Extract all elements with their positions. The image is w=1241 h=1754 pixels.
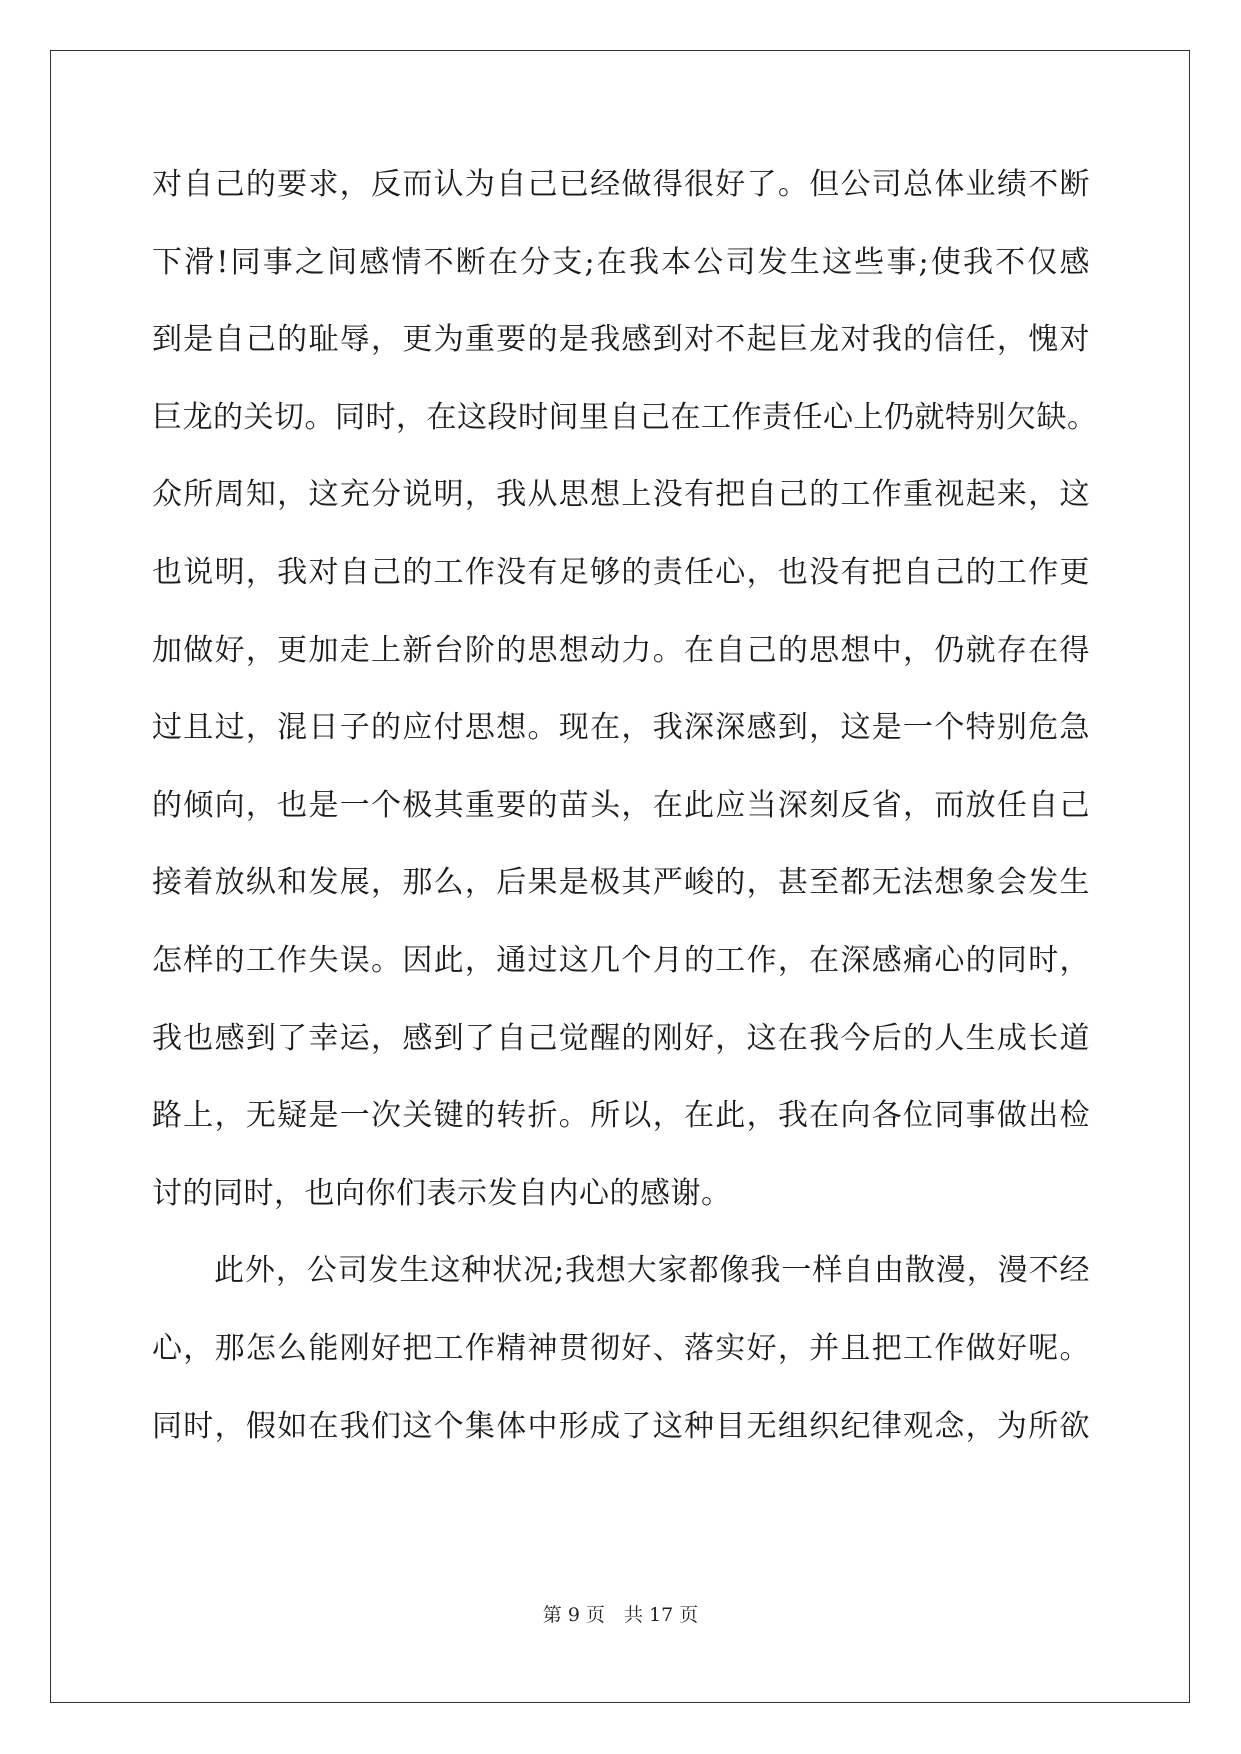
text-line: 怎样的工作失误。因此，通过这几个月的工作，在深感痛心的同时， [152, 942, 1090, 978]
text-line: 的倾向，也是一个极其重要的苗头，在此应当深刻反省，而放任自己 [152, 787, 1090, 823]
paragraph-start-line: 此外，公司发生这种状况;我想大家都像我一样自由散漫，漫不经 [214, 1253, 1090, 1289]
text-line: 加做好，更加走上新台阶的思想动力。在自己的思想中，仍就存在得 [152, 632, 1090, 668]
text-line: 接着放纵和发展，那么，后果是极其严峻的，甚至都无法想象会发生 [152, 865, 1090, 901]
text-line: 我也感到了幸运，感到了自己觉醒的刚好，这在我今后的人生成长道 [152, 1020, 1090, 1056]
text-line: 讨的同时，也向你们表示发自内心的感谢。 [152, 1175, 732, 1211]
text-line: 巨龙的关切。同时，在这段时间里自己在工作责任心上仍就特别欠缺。 [152, 399, 1098, 435]
text-line: 众所周知，这充分说明，我从思想上没有把自己的工作重视起来，这 [152, 477, 1090, 513]
text-line: 到是自己的耻辱，更为重要的是我感到对不起巨龙对我的信任，愧对 [152, 322, 1090, 358]
document-body [152, 146, 1098, 1465]
text-line: 路上，无疑是一次关键的转折。所以，在此，我在向各位同事做出检 [152, 1098, 1090, 1134]
text-line: 同时，假如在我们这个集体中形成了这种目无组织纪律观念，为所欲 [152, 1408, 1090, 1444]
text-line: 也说明，我对自己的工作没有足够的责任心，也没有把自己的工作更 [152, 554, 1090, 590]
text-line: 对自己的要求，反而认为自己已经做得很好了。但公司总体业绩不断 [152, 167, 1090, 202]
page-number-footer: 第 9 页 共 17 页 [542, 1604, 699, 1626]
text-line: 下滑!同事之间感情不断在分支;在我本公司发生这些事;使我不仅感 [152, 244, 1090, 280]
text-line: 心，那怎么能刚好把工作精神贯彻好、落实好，并且把工作做好呢。 [152, 1330, 1090, 1366]
text-line: 过且过，混日子的应付思想。现在，我深深感到，这是一个特别危急 [152, 710, 1090, 746]
